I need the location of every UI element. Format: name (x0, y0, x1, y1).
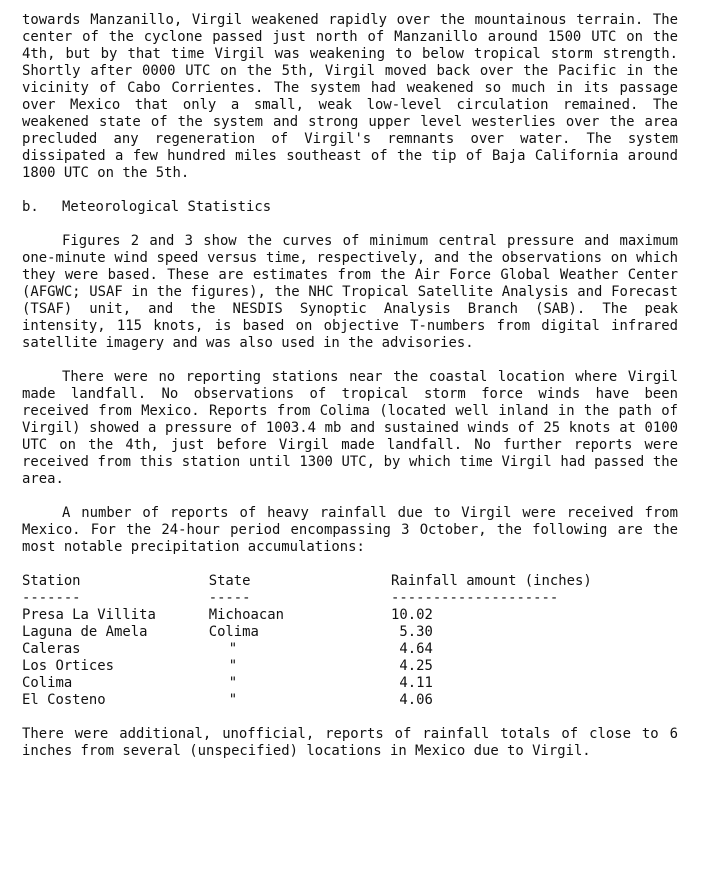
amount-cell: 5.30 (391, 624, 433, 640)
state-cell: " (228, 675, 238, 691)
state-cell: " (228, 658, 238, 674)
figures-paragraph: Figures 2 and 3 show the curves of minimum central pressure and maximum one-minute wind speed versus time, respectively, and the observations on which they were based. These are estimates from the Air Force Global Weather Center (AFGWC; USAF in the figures), the NHC Tropical Satellite Analysis and Forecast (TSAF) unit, and the NESDIS Synoptic Analysis Branch (SAB). The peak intensity, 115 knots, is based on objective T-numbers from digital infrared satellite imagery and was also used in the advisories. (22, 233, 678, 351)
section-heading (22, 199, 678, 216)
table-separator-row (22, 590, 678, 607)
table-row (22, 624, 678, 641)
state-cell: " (228, 692, 238, 708)
amount-cell: 4.64 (391, 641, 433, 657)
section-label: b. (22, 199, 39, 215)
state-cell: Colima (208, 624, 259, 640)
table-row (22, 658, 678, 675)
header-station: Station (22, 573, 81, 589)
separator-station: ------- (22, 590, 81, 606)
state-cell: " (228, 641, 238, 657)
amount-cell: 4.25 (391, 658, 433, 674)
table-row (22, 675, 678, 692)
table-row (22, 641, 678, 658)
state-cell: Michoacan (208, 607, 284, 623)
header-state: State (208, 573, 251, 589)
station-cell: Presa La Villita (22, 607, 156, 623)
station-cell: Laguna de Amela (22, 624, 148, 640)
station-cell: Caleras (22, 641, 81, 657)
section-title: Meteorological Statistics (62, 199, 272, 215)
table-header-row (22, 573, 678, 590)
station-cell: El Costeno (22, 692, 106, 708)
station-cell: Los Ortices (22, 658, 114, 674)
amount-cell: 10.02 (391, 607, 433, 623)
header-rainfall: Rainfall amount (inches) (391, 573, 592, 589)
intro-paragraph: towards Manzanillo, Virgil weakened rapidly over the mountainous terrain. The center of the cyclone passed just north of Manzanillo around 1500 UTC on the 4th, but by that time Virgil was weakening to below tropical storm strength. Shortly after 0000 UTC on the 5th, Virgil moved back over the Pacific in the vicinity of Cabo Corrientes. The system had weakened so much in its passage over Mexico that only a small, weak low-level circulation remained. The weakened state of the system and strong upper level westerlies over the area precluded any regeneration of Virgil's remnants over water. The system dissipated a few hundred miles southeast of the tip of Baja California around 1800 UTC on the 5th. (22, 12, 678, 181)
table-row (22, 607, 678, 624)
stations-paragraph: There were no reporting stations near the coastal location where Virgil made landfall. No observations of tropical storm force winds have been received from Mexico. Reports from Colima (located well inland in the path of Virgil) showed a pressure of 1003.4 mb and sustained winds of 25 knots at 0100 UTC on the 4th, just before Virgil made landfall. No further reports were received from this station until 1300 UTC, by which time Virgil had passed the area. (22, 369, 678, 487)
rainfall-paragraph: A number of reports of heavy rainfall due to Virgil were received from Mexico. For the 24-hour period encompassing 3 October, the following are the most notable precipitation accumulations: (22, 505, 678, 555)
document-page (22, 12, 678, 760)
additional-paragraph: There were additional, unofficial, reports of rainfall totals of close to 6 inches from several (unspecified) locations in Mexico due to Virgil. (22, 726, 678, 759)
separator-rainfall: -------------------- (391, 590, 559, 606)
station-cell: Colima (22, 675, 73, 691)
amount-cell: 4.11 (391, 675, 433, 691)
table-row (22, 692, 678, 709)
separator-state: ----- (208, 590, 251, 606)
rainfall-table (22, 573, 678, 709)
amount-cell: 4.06 (391, 692, 433, 708)
